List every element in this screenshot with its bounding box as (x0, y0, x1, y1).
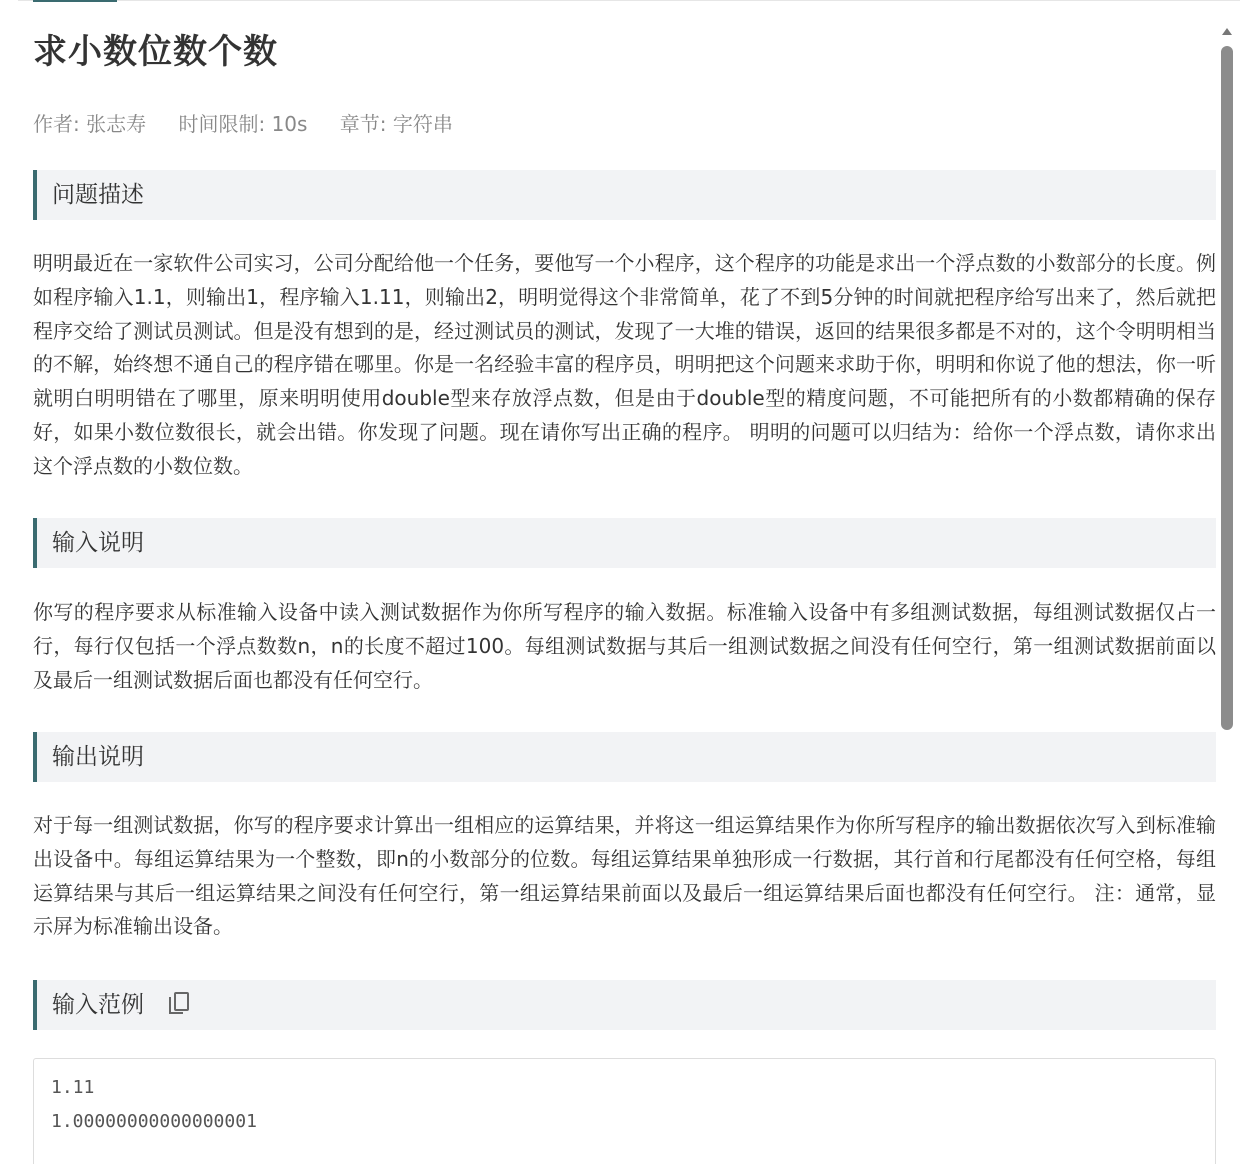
copy-icon[interactable] (169, 992, 189, 1014)
vertical-scrollbar[interactable] (1218, 20, 1236, 1164)
chapter-label: 章节: 字符串 (339, 112, 453, 136)
description-heading: 问题描述 (52, 182, 144, 208)
output-header (33, 732, 1216, 782)
problem-meta (33, 108, 479, 137)
scrollbar-thumb[interactable] (1221, 46, 1233, 730)
description-text: 明明最近在一家软件公司实习，公司分配给他一个任务，要他写一个小程序，这个程序的功能是求出一个浮点数的小数部分的长度。例如程序输入1.1，则输出1，程序输入1.11，则输出2，明明觉得这个非常简单，花了不到5分钟的时间就把程序给写出来了，然后就把程序交给了测试员测试。但是没有想到的是，经过测试员的测试，发现了一大堆的错误，返回的结果很多都是不对的，这个令明明相当的不解，始终想不通自己的程序错在哪里。你是一名经验丰富的程序员，明明把这个问题来求助于你，明明和你说了他的想法，你一听就明白明明错在了哪里，原来明明使用double型来存放浮点数，但是由于double型的精度问题，不可能把所有的小数都精确的保存好，如果小数位数很长，就会出错。你发现了问题。现在请你写出正确的程序。 明明的问题可以归结为：给你一个浮点数，请你求出这个浮点数的小数位数。 (33, 251, 1216, 478)
input-heading: 输入说明 (52, 530, 144, 556)
sample-input-box (33, 1058, 1216, 1164)
scroll-up-arrow-icon[interactable] (1222, 28, 1232, 35)
output-heading: 输出说明 (52, 744, 144, 770)
sample-input-header (33, 980, 1216, 1030)
sample-input-line: 1.00000000000000001 (51, 1111, 257, 1132)
time-limit-label: 时间限制: 10s (178, 112, 308, 136)
active-tab-indicator (33, 0, 117, 2)
input-header (33, 518, 1216, 568)
author-label: 作者: 张志寿 (33, 112, 147, 136)
description-header (33, 170, 1216, 220)
top-border (18, 0, 1240, 1)
sample-input-heading: 输入范例 (52, 992, 144, 1018)
output-text: 对于每一组测试数据，你写的程序要求计算出一组相应的运算结果，并将这一组运算结果作为你所写程序的输出数据依次写入到标准输出设备中。每组运算结果为一个整数，即n的小数部分的位数。每组运算结果单独形成一行数据，其行首和行尾都没有任何空格，每组运算结果与其后一组运算结果之间没有任何空行，第一组运算结果前面以及最后一组运算结果后面也都没有任何空行。 注：通常，显示屏为标准输出设备。 (33, 813, 1216, 939)
sample-input-line: 1.11 (51, 1077, 95, 1098)
input-text: 你写的程序要求从标准输入设备中读入测试数据作为你所写程序的输入数据。标准输入设备中有多组测试数据，每组测试数据仅占一行，每行仅包括一个浮点数数n，n的长度不超过100。每组测试数据与其后一组测试数据之间没有任何空行，第一组测试数据前面以及最后一组测试数据后面也都没有任何空行。 (33, 600, 1216, 692)
page-title: 求小数位数个数 (33, 32, 278, 72)
